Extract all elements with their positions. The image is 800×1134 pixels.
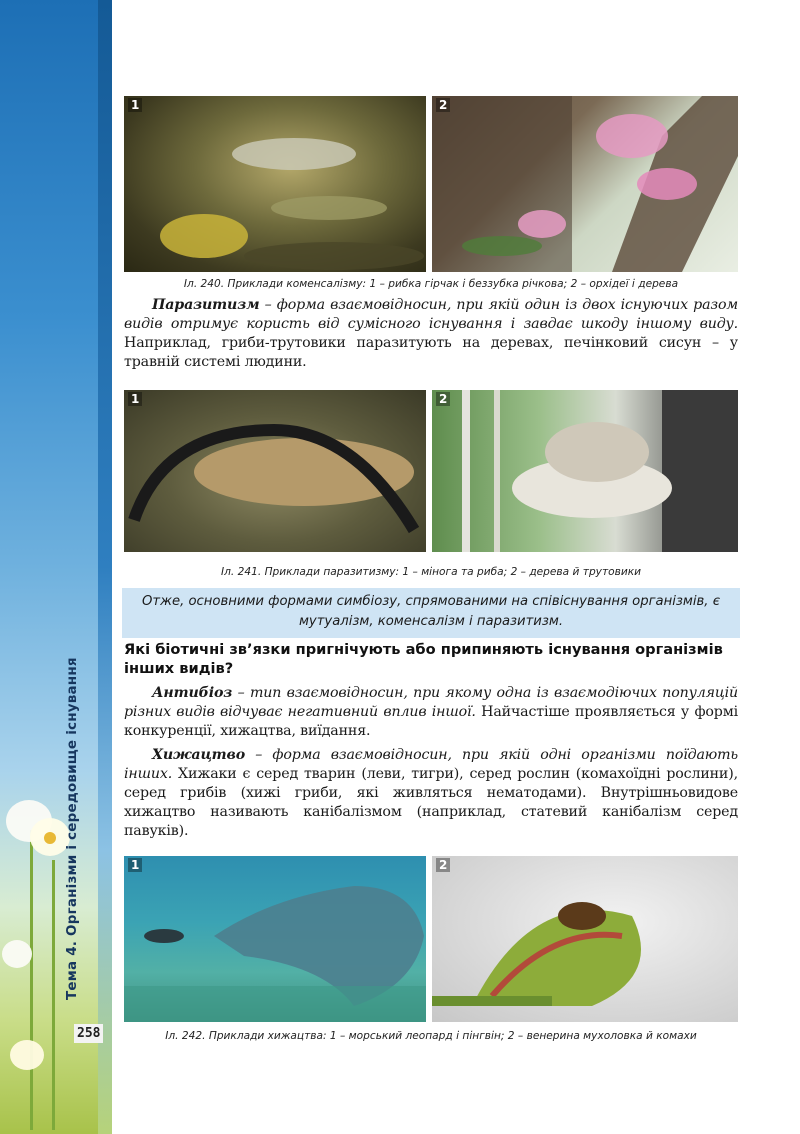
- panel-number: 2: [436, 98, 450, 112]
- photo-venus-flytrap: [432, 856, 738, 1022]
- summary-box: Отже, основними формами симбіозу, спрямованими на співіснування організмів, є мутуалізм, коменсалізм і паразитизм.: [122, 588, 740, 638]
- figure-241-caption: Іл. 241. Приклади паразитизму: 1 – мінога та риба; 2 – дерева й трутовики: [220, 566, 642, 578]
- sidebar-strip: [0, 0, 112, 1134]
- leopard-seal-illustration: [124, 856, 426, 1022]
- photo-lamprey-and-fish: [124, 390, 426, 552]
- orchid-illustration: [432, 96, 738, 272]
- figure-240: [124, 96, 738, 272]
- term-antibiosis: Антибіоз: [152, 685, 233, 701]
- term-parasitism: Паразитизм: [152, 297, 260, 313]
- panel-number: 1: [128, 392, 142, 406]
- sidebar-edge: [98, 0, 112, 1134]
- panel-number: 2: [436, 858, 450, 872]
- figure-241: [124, 390, 738, 552]
- photo-fish-and-mussel: [124, 96, 426, 272]
- panel-number: 1: [128, 858, 142, 872]
- fish-illustration: [124, 96, 426, 272]
- daffodil-flower: [10, 1040, 44, 1070]
- photo-leopard-seal-and-penguin: [124, 856, 426, 1022]
- predation-paragraph: [124, 746, 738, 841]
- parasitism-paragraph: [124, 296, 738, 372]
- figure-240-caption: Іл. 240. Приклади коменсалізму: 1 – рибка гірчак і беззубка річкова; 2 – орхідеї і дерева: [183, 278, 679, 290]
- lamprey-illustration: [124, 390, 426, 552]
- page-number: 258: [74, 1024, 103, 1043]
- panel-number: 1: [128, 98, 142, 112]
- parasitism-examples: Наприклад, гриби-трутовики паразитують на деревах, печінковий сисун – у травній системі людини.: [124, 335, 738, 370]
- term-predation: Хижацтво: [152, 747, 246, 763]
- panel-number: 2: [436, 392, 450, 406]
- section-question: Які біотичні зв’язки пригнічують або припиняють існування організмів інших видів?: [124, 641, 723, 677]
- daffodil-flower: [2, 940, 32, 968]
- figure-242-caption: Іл. 242. Приклади хижацтва: 1 – морський леопард і пінгвін; 2 – венерина мухоловка й комахи: [165, 1030, 697, 1042]
- predation-examples: Хижаки є серед тварин (леви, тигри), серед рослин (комахоїдні рослини), серед грибів (хижі гриби, які живляться нематодами). Внутрішньовидове хижацтво називають канібалізмом (наприклад, статевий канібалізм серед павуків).: [124, 766, 738, 839]
- tinder-fungus-illustration: [432, 390, 738, 552]
- antibiosis-paragraph: [124, 684, 738, 741]
- flower-stem: [30, 830, 33, 1130]
- antibiosis-examples: Найчастіше проявляється у формі конкуренції, хижацтва, виїдання.: [124, 704, 739, 739]
- definition-antibiosis: – тип взаємовідносин, при якому одна із взаємодіючих популяцій різних видів відчуває негативний вплив іншої.: [124, 685, 738, 720]
- chapter-title-vertical: Тема 4. Організми і середовище існування: [64, 657, 80, 1000]
- venus-flytrap-illustration: [432, 856, 738, 1022]
- daffodil-center: [44, 832, 56, 844]
- definition-predation: – форма взаємовідносин, при якій одні організми поїдають інших.: [124, 747, 738, 782]
- figure-242: [124, 856, 738, 1022]
- flower-stem: [52, 860, 55, 1130]
- photo-tree-fungus: [432, 390, 738, 552]
- definition-parasitism: – форма взаємовідносин, при якій один із двох існуючих разом видів отримує користь від сумісного існування і завдає шкоду іншому виду.: [124, 297, 738, 332]
- photo-orchids-on-tree: [432, 96, 738, 272]
